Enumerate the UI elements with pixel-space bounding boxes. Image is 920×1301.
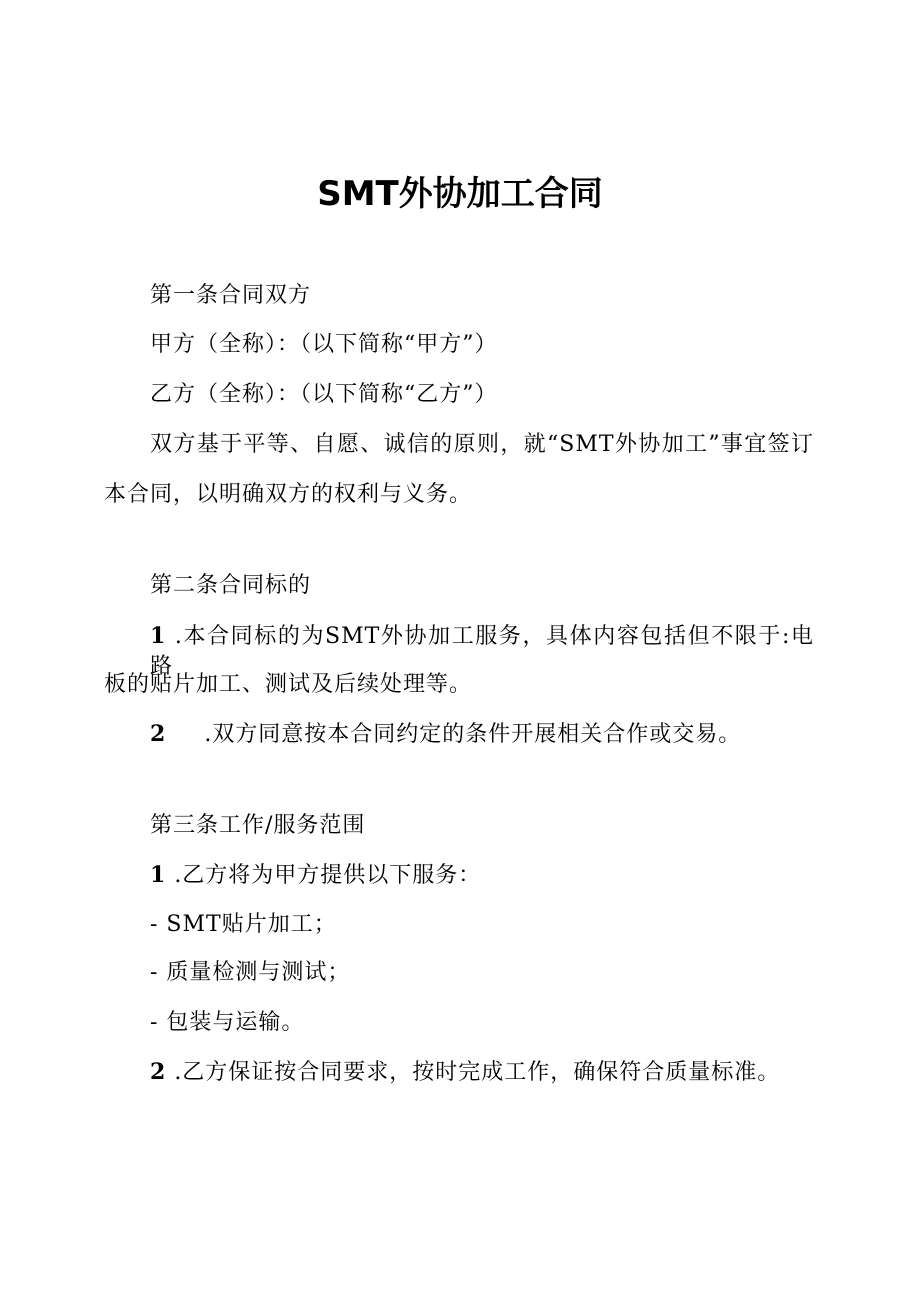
- article3-bullet-quality: - 质量检测与测试；: [150, 960, 351, 985]
- article2-item1-line2: 板的贴片加工、测试及后续处理等。: [104, 672, 473, 697]
- article2-heading: 第二条合同标的: [150, 573, 312, 598]
- article3-bullet-smt: - SMT贴片加工；: [150, 912, 337, 937]
- article2-item2-number: 2: [150, 721, 167, 747]
- article3-item2-text: .乙方保证按合同要求，按时完成工作，确保符合质量标准。: [174, 1060, 781, 1085]
- article2-item2: [150, 719, 741, 750]
- article2-item2-text: .双方同意按本合同约定的条件开展相关合作或交易。: [204, 722, 742, 747]
- article2-item1-text: .本合同标的为SMT外协加工服务，具体内容包括但不限于:电路: [150, 624, 814, 679]
- page-title: SMT外协加工合同: [317, 174, 603, 214]
- article3-item1: [150, 860, 481, 891]
- article1-intro-line1: 双方基于平等、自愿、诚信的原则，就“SMT外协加工”事宜签订: [150, 432, 814, 457]
- article3-item2: [150, 1057, 780, 1088]
- article2-item1-number: 1: [150, 623, 167, 649]
- article1-heading: 第一条合同双方: [150, 283, 312, 308]
- article3-item1-number: 1: [150, 862, 167, 888]
- article3-bullet-packaging: - 包装与运输。: [150, 1010, 305, 1035]
- party-a-line: 甲方（全称）：（以下简称“甲方”）: [150, 332, 498, 357]
- article3-item2-number: 2: [150, 1059, 167, 1085]
- article1-intro-line2: 本合同，以明确双方的权利与义务。: [104, 482, 473, 507]
- article3-item1-text: .乙方将为甲方提供以下服务：: [174, 863, 482, 888]
- article3-heading: 第三条工作/服务范围: [150, 813, 366, 838]
- party-b-line: 乙方（全称）：（以下简称“乙方”）: [150, 382, 498, 407]
